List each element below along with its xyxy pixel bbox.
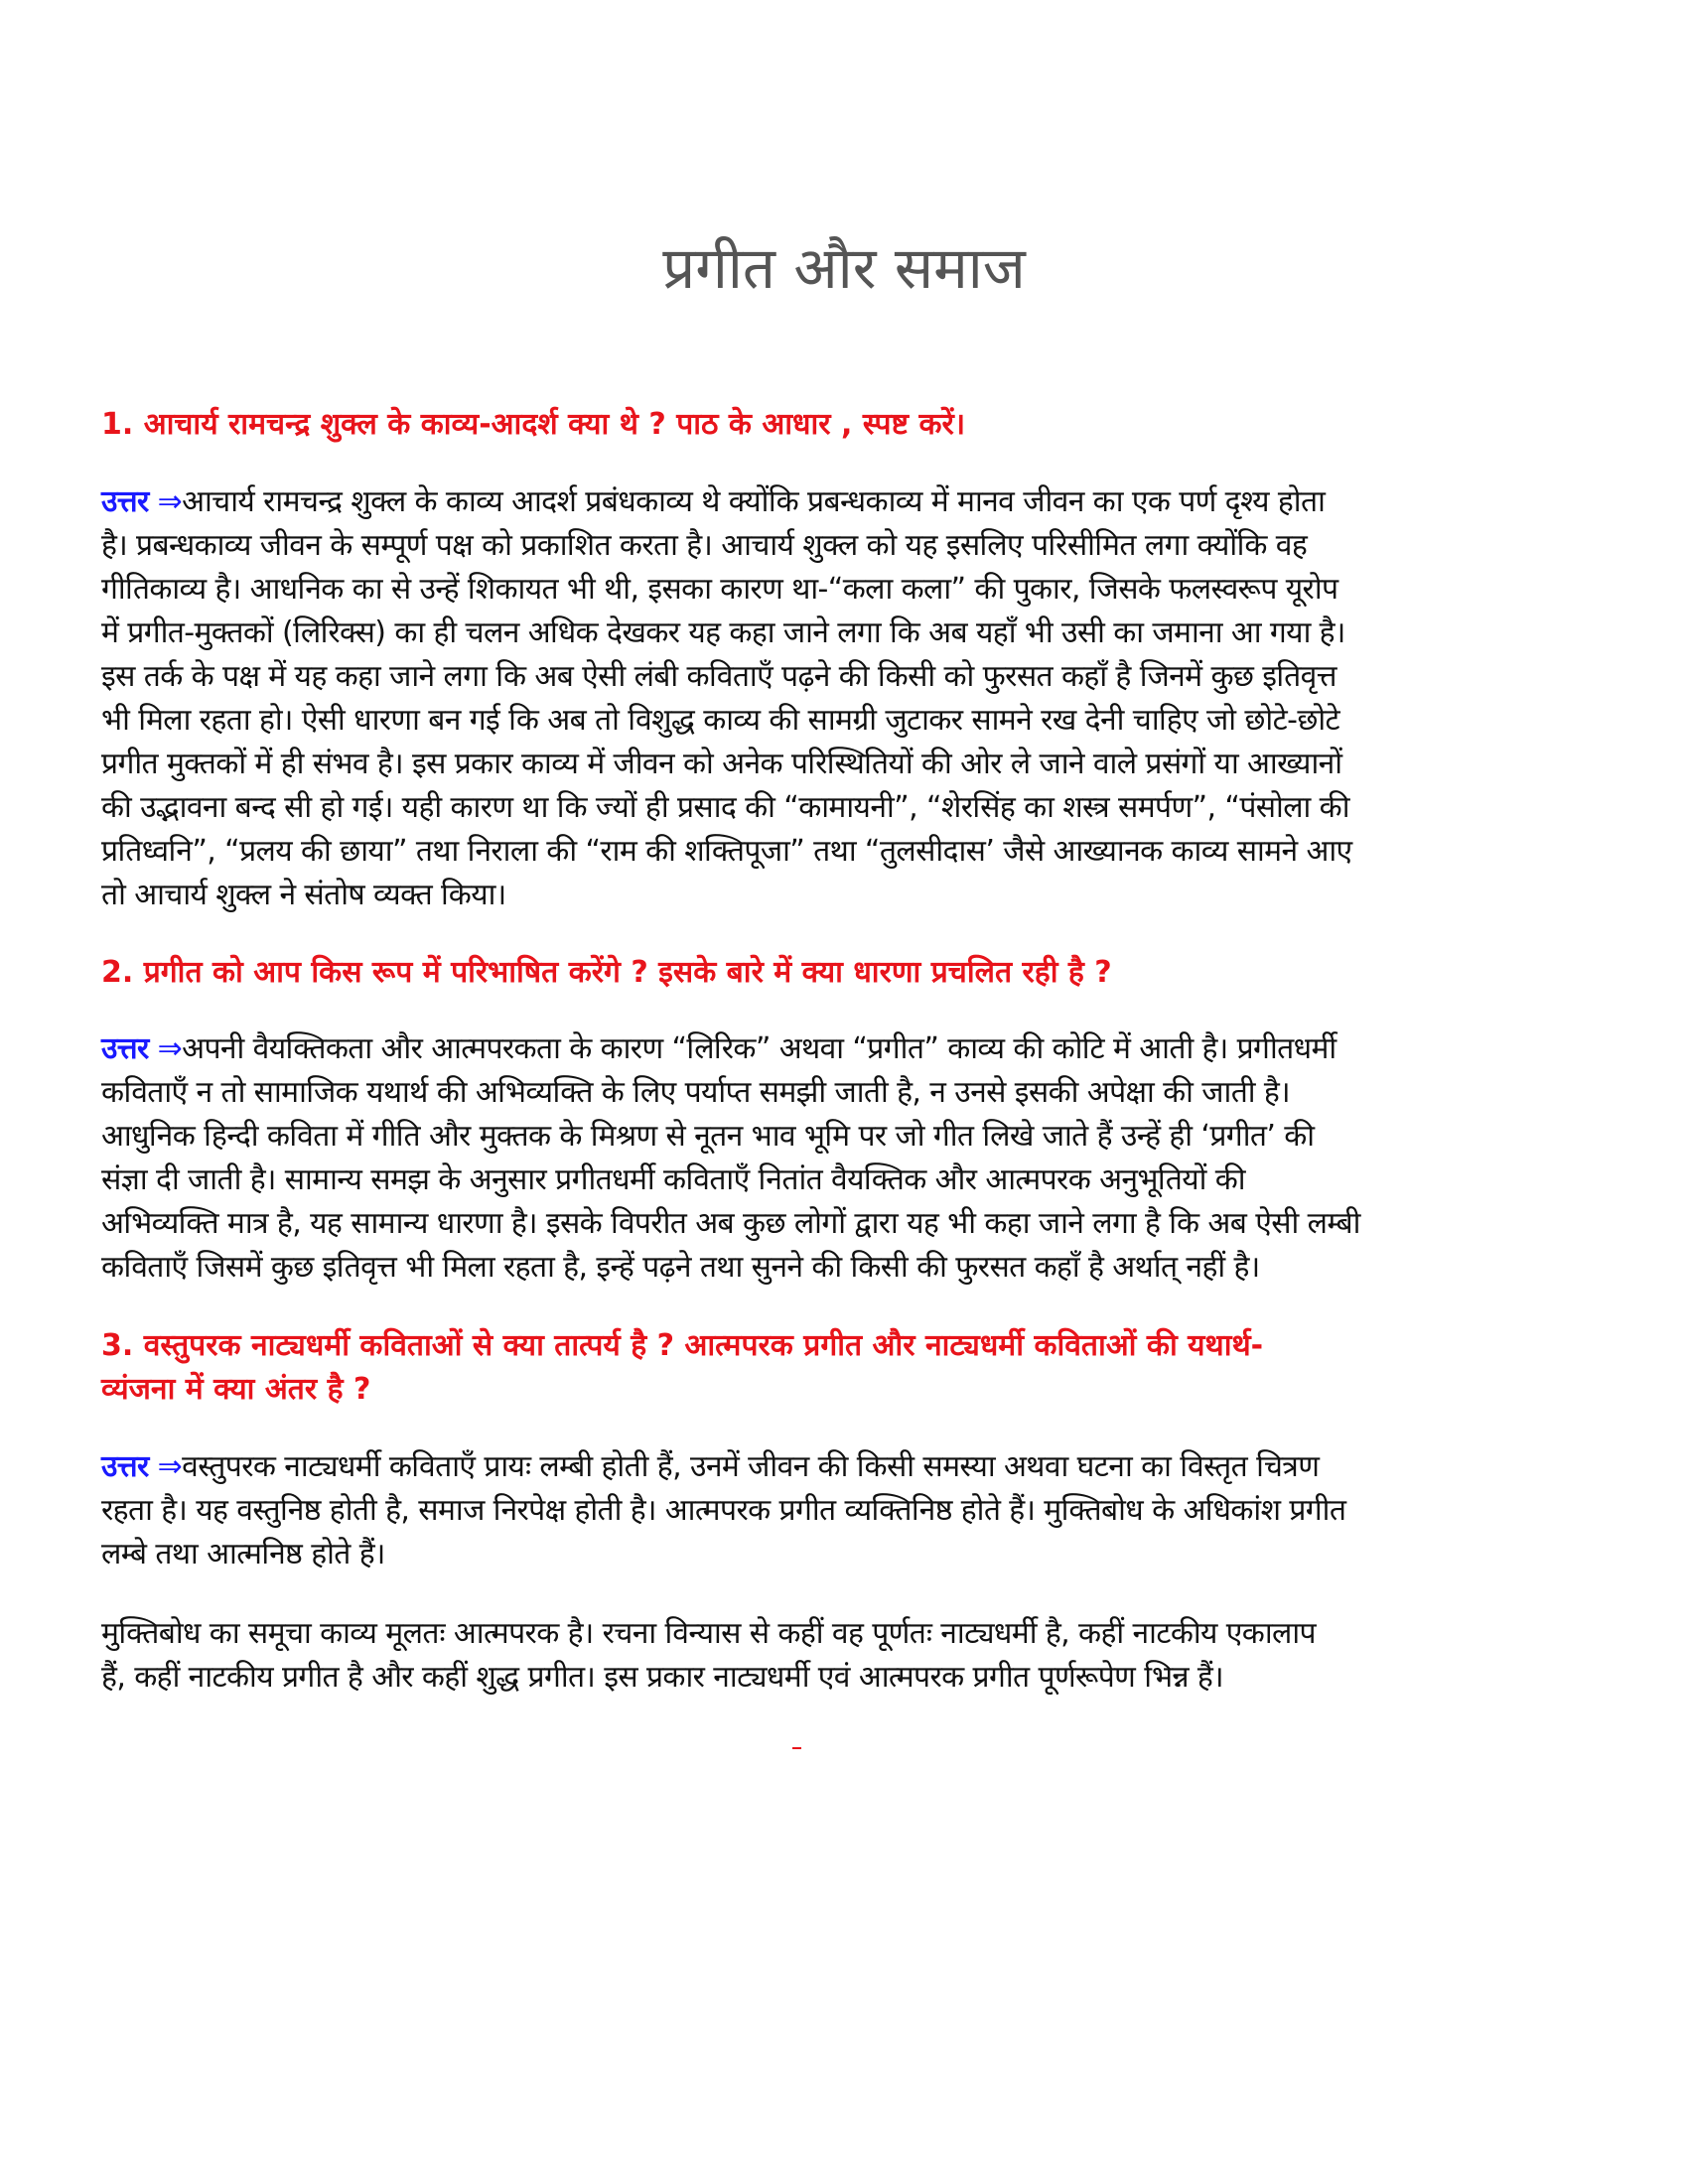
text-line [101,1159,1611,1202]
answer-label: उत्तर [101,484,149,519]
line-text: व्यंजना में क्या अंतर है ? [101,1372,371,1407]
answer-3 [101,1445,1611,1576]
text-line [101,1612,1611,1656]
line-text: की उद्भावना बन्द सी हो गई। यही कारण था कि ज्यों ही प्रसाद की “कामायनी”, “शेरसिंह का शस्त्र समर्पण”, “पंसोला की [101,790,1349,825]
question-3 [101,1324,1611,1412]
separator-dash [792,1747,801,1749]
answer-3-continuation [101,1612,1611,1700]
text-line [101,874,1611,917]
line-text: संज्ञा दी जाती है। सामान्य समझ के अनुसार प्रगीतधर्मी कविताएँ नितांत वैयक्तिक और आत्मपरक अनुभूतियों की [101,1162,1245,1197]
line-text: मुक्तिबोध का समूचा काव्य मूलतः आत्मपरक है। रचना विन्यास से कहीं वह पूर्णतः नाट्यधर्मी है, कहीं नाटकीय एकालाप [101,1616,1316,1651]
text-line [101,1489,1611,1533]
line-text: इस तर्क के पक्ष में यह कहा जाने लगा कि अब ऐसी लंबी कविताएँ पढ़ने की किसी को फुरसत कहाँ है जिनमें कुछ इतिवृत्त [101,659,1336,694]
line-text: प्रगीत मुक्तकों में ही संभव है। इस प्रकार काव्य में जीवन को अनेक परिस्थितियों की ओर ले जाने वाले प्रसंगों या आख्यानों [101,747,1342,781]
text-line [101,612,1611,655]
text-line [101,1533,1611,1576]
answer-label: उत्तर [101,1449,149,1484]
line-text: 2. प्रगीत को आप किस रूप में परिभाषित करेंगे ? इसके बारे में क्या धारणा प्रचलित रही है ? [101,955,1112,990]
line-text: रहता है। यह वस्तुनिष्ठ होती है, समाज निरपेक्ष होती है। आत्मपरक प्रगीत व्यक्तिनिष्ठ होते हैं। मुक्तिबोध के अधिकांश प्रगीत [101,1493,1346,1528]
text-line [101,1324,1611,1368]
arrow-icon: ⇒ [157,1449,183,1484]
text-line [101,786,1611,830]
answer-2 [101,1027,1611,1290]
arrow-icon: ⇒ [157,1031,183,1066]
text-line [101,1027,1611,1071]
line-text: लम्बे तथा आत्मनिष्ठ होते हैं। [101,1537,385,1571]
answer-label: उत्तर [101,1031,149,1066]
line-text: है। प्रबन्धकाव्य जीवन के सम्पूर्ण पक्ष को प्रकाशित करता है। आचार्य शुक्ल को यह इसलिए परिसीमित लगा क्योंकि वह [101,528,1308,563]
page-title: प्रगीत और समाज [662,234,1026,302]
text-line [101,1368,1611,1412]
text-line [101,743,1611,786]
text-line [101,403,1611,447]
text-line [101,1202,1611,1246]
text-line [101,524,1611,568]
text-line [101,830,1611,874]
line-text: कविताएँ न तो सामाजिक यथार्थ की अभिव्यक्ति के लिए पर्याप्त समझी जाती है, न उनसे इसकी अपेक्षा की जाती है। [101,1075,1291,1110]
text-line [101,1071,1611,1115]
question-1 [101,403,1611,447]
text-line [101,951,1611,995]
line-text: प्रतिध्वनि”, “प्रलय की छाया” तथा निराला की “राम की शक्तिपूजा” तथा “तुलसीदास’ जैसे आख्यानक काव्य सामने आए [101,834,1352,869]
answer-1 [101,480,1611,917]
arrow-icon: ⇒ [157,484,183,519]
line-text: आधुनिक हिन्दी कविता में गीति और मुक्तक के मिश्रण से नूतन भाव भूमि पर जो गीत लिखे जाते हैं उन्हें ही ‘प्रगीत’ की [101,1119,1315,1154]
line-text: अपनी वैयक्तिकता और आत्मपरकता के कारण “लिरिक” अथवा “प्रगीत” काव्य की कोटि में आती है। प्रगीतधर्मी [182,1031,1336,1066]
text-line [101,1445,1611,1489]
line-text: वस्तुपरक नाट्यधर्मी कविताएँ प्रायः लम्बी होती हैं, उनमें जीवन की किसी समस्या अथवा घटना का विस्तृत चित्रण [182,1449,1320,1484]
text-line [101,1115,1611,1159]
line-text: 3. वस्तुपरक नाट्यधर्मी कविताओं से क्या तात्पर्य है ? आत्मपरक प्रगीत और नाट्यधर्मी कविताओं की यथार्थ- [101,1328,1264,1363]
text-line [101,699,1611,743]
line-text: तो आचार्य शुक्ल ने संतोष व्यक्त किया। [101,878,506,912]
text-line [101,1656,1611,1700]
text-line [101,1246,1611,1290]
line-text: भी मिला रहता हो। ऐसी धारणा बन गई कि अब तो विशुद्ध काव्य की सामग्री जुटाकर सामने रख देनी चाहिए जो छोटे-छोटे [101,703,1340,738]
text-line [101,480,1611,524]
line-text: कविताएँ जिसमें कुछ इतिवृत्त भी मिला रहता है, इन्हें पढ़ने तथा सुनने की किसी की फुरसत कहाँ है अर्थात् नहीं है। [101,1250,1260,1285]
question-2 [101,951,1611,995]
line-text: गीतिकाव्य है। आधनिक का से उन्हें शिकायत भी थी, इसका कारण था-“कला कला” की पुकार, जिसके फलस्वरूप यूरोप [101,572,1338,607]
line-text: 1. आचार्य रामचन्द्र शुक्ल के काव्य-आदर्श क्या थे ? पाठ के आधार , स्पष्ट करें। [101,407,966,442]
line-text: हैं, कहीं नाटकीय प्रगीत है और कहीं शुद्ध प्रगीत। इस प्रकार नाट्यधर्मी एवं आत्मपरक प्रगीत पूर्णरूपेण भिन्न हैं। [101,1660,1224,1695]
text-line [101,568,1611,612]
line-text: आचार्य रामचन्द्र शुक्ल के काव्य आदर्श प्रबंधकाव्य थे क्योंकि प्रबन्धकाव्य में मानव जीवन का एक पर्ण दृश्य होता [182,484,1326,519]
line-text: अभिव्यक्ति मात्र है, यह सामान्य धारणा है। इसके विपरीत अब कुछ लोगों द्वारा यह भी कहा जाने लगा है कि अब ऐसी लम्बी [101,1206,1360,1241]
line-text: में प्रगीत-मुक्तकों (लिरिक्स) का ही चलन अधिक देखकर यह कहा जाने लगा कि अब यहाँ भी उसी का जमाना आ गया है। [101,615,1345,650]
text-line [101,655,1611,699]
